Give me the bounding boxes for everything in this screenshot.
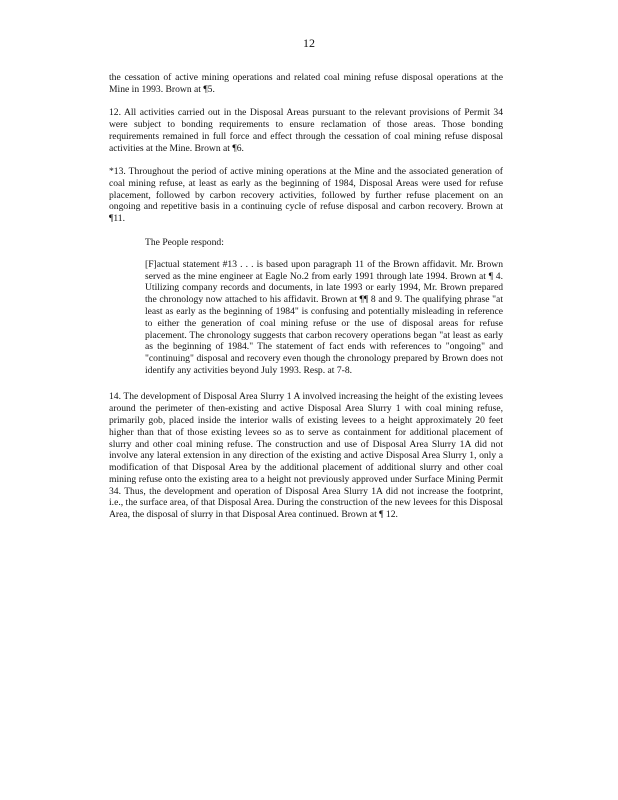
paragraph-14: 14. The development of Disposal Area Slurry 1 A involved increasing the height of the existing levees around the perimeter of then-existing and active Disposal Area Slurry 1 with coal mining refuse, primarily gob, placed inside the interior walls of existing levees to a height approximately 20 feet higher than that of those existing levees so as to serve as containment for additional placement of slurry and other coal mining refuse. The construction and use of Disposal Area Slurry 1A did not involve any lateral extension in any direction of the existing and active Disposal Area Slurry 1, only a modification of that Disposal Area by the additional placement of additional slurry and other coal mining refuse onto the existing area to a height not previously approved under Surface Mining Permit 34. Thus, the development and operation of Disposal Area Slurry 1A did not increase the footprint, i.e., the surface area, of that Disposal Area. During the construction of the new levees for this Disposal Area, the disposal of slurry in that Disposal Area continued. Brown at ¶ 12. (109, 391, 503, 521)
paragraph-11-continuation: the cessation of active mining operations and related coal mining refuse disposal operations at the Mine in 1993. Brown at ¶5. (109, 72, 503, 95)
paragraph-12: 12. All activities carried out in the Disposal Areas pursuant to the relevant provisions of Permit 34 were subject to bonding requirements to ensure reclamation of those areas. Those bonding requirements remained in full force and effect through the cessation of coal mining refuse disposal activities at the Mine. Brown at ¶6. (109, 107, 503, 154)
paragraph-13: *13. Throughout the period of active mining operations at the Mine and the associated generation of coal mining refuse, at least as early as the beginning of 1984, Disposal Areas were used for refuse placement, followed by carbon recovery activities, followed by further refuse placement on an ongoing and repetitive basis in a continuing cycle of refuse disposal and carbon recovery. Brown at ¶11. (109, 165, 503, 225)
document-body (109, 72, 503, 533)
people-respond-label: The People respond: (145, 236, 224, 248)
people-response-blockquote: [F]actual statement #13 . . . is based upon paragraph 11 of the Brown affidavit. Mr. Brown served as the mine engineer at Eagle No.2 from early 1991 through late 1994. Brown at ¶ 4. Utilizing company records and documents, in late 1993 or early 1994, Mr. Brown prepared the chronology now attached to his affidavit. Brown at ¶¶ 8 and 9. The qualifying phrase "at least as early as the beginning of 1984" is confusing and potentially misleading in reference to either the generation of coal mining refuse or the use of disposal areas for refuse placement. The chronology suggests that carbon recovery operations began "at least as early as the beginning of 1984." The statement of fact ends with references to "ongoing" and "continuing" disposal and recovery even though the chronology prepared by Brown does not identify any activities beyond July 1993. Resp. at 7-8. (145, 258, 503, 377)
page-number: 12 (303, 36, 315, 50)
